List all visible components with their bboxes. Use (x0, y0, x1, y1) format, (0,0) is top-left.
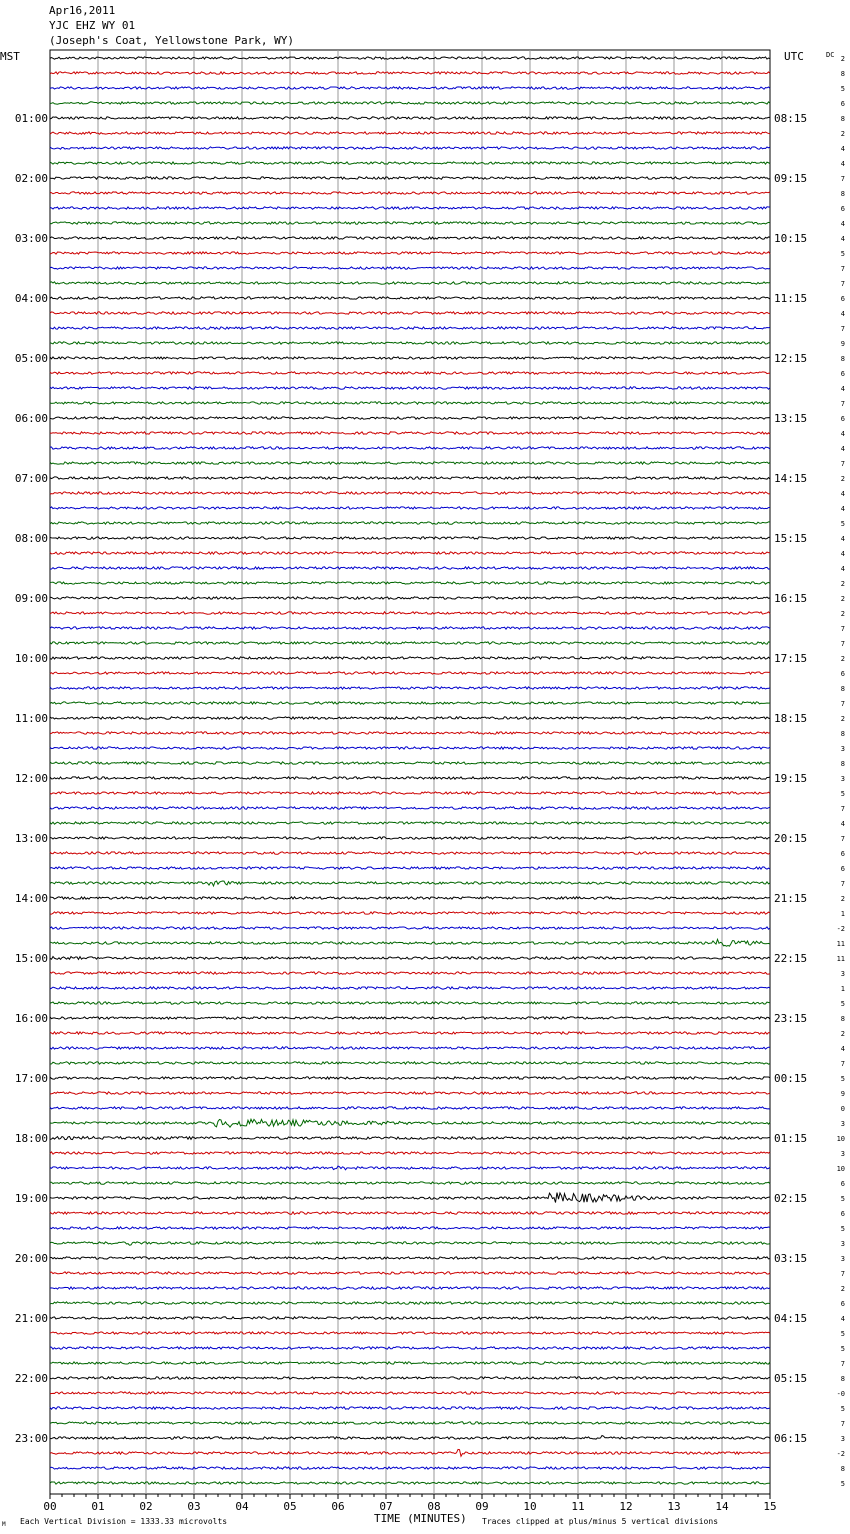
dc-offset-value: 3 (840, 775, 845, 783)
trace-43 (50, 702, 770, 704)
dc-offset-value: 3 (840, 1240, 845, 1248)
x-tick-label: 06 (331, 1500, 345, 1513)
dc-offset-value: 2 (840, 580, 845, 588)
dc-offset-value: 5 (840, 520, 845, 528)
dc-offset-value: 5 (840, 1195, 845, 1203)
trace-20 (50, 357, 770, 359)
dc-offset-value: 8 (840, 760, 845, 768)
dc-offset-value: 4 (840, 385, 845, 393)
trace-46 (50, 747, 770, 749)
trace-91 (50, 1422, 770, 1424)
x-tick-label: 09 (475, 1500, 489, 1513)
trace-63 (50, 1002, 770, 1004)
trace-86 (50, 1347, 770, 1349)
x-tick-label: 11 (571, 1500, 585, 1513)
utc-hour-label: 06:15 (774, 1432, 808, 1445)
dc-offset-value: 4 (840, 1315, 845, 1323)
corner-mark: M (2, 1521, 6, 1528)
trace-47 (50, 762, 770, 764)
mst-hour-label: 14:00 (14, 892, 48, 905)
trace-16 (50, 297, 770, 299)
dc-offset-value: 8 (840, 190, 845, 198)
trace-95 (50, 1482, 770, 1484)
trace-51 (50, 822, 770, 824)
dc-offset-value: 8 (840, 1465, 845, 1473)
trace-75 (50, 1182, 770, 1184)
utc-hour-label: 01:15 (774, 1132, 808, 1145)
mst-hour-label: 18:00 (14, 1132, 48, 1145)
trace-56 (50, 897, 770, 899)
utc-hour-label: 08:15 (774, 112, 808, 125)
mst-hour-label: 10:00 (14, 652, 48, 665)
mst-hour-label: 09:00 (14, 592, 48, 605)
dc-offset-value: 7 (840, 640, 845, 648)
trace-8 (50, 177, 770, 179)
trace-61 (50, 972, 770, 974)
trace-44 (50, 717, 770, 719)
station-id: YJC EHZ WY 01 (49, 19, 136, 32)
dc-offset-value: 4 (840, 1045, 845, 1053)
trace-14 (50, 267, 770, 269)
utc-hour-label: 13:15 (774, 412, 808, 425)
trace-59 (50, 939, 770, 946)
mst-hour-label: 04:00 (14, 292, 48, 305)
dc-offset-value: 4 (840, 220, 845, 228)
trace-32 (50, 537, 770, 539)
utc-hour-label: 20:15 (774, 832, 808, 845)
dc-offset-value: 3 (840, 1150, 845, 1158)
dc-offset-value: 7 (840, 1420, 845, 1428)
x-tick-label: 04 (235, 1500, 249, 1513)
dc-offset-value: 6 (840, 415, 845, 423)
trace-21 (50, 372, 770, 374)
mst-hour-label: 02:00 (14, 172, 48, 185)
dc-offset-value: 10 (836, 1165, 845, 1173)
trace-22 (50, 387, 770, 389)
dc-offset-value: 5 (840, 1330, 845, 1338)
dc-offset-value: 2 (840, 1030, 845, 1038)
trace-27 (50, 462, 770, 464)
trace-34 (50, 567, 770, 569)
dc-offset-value: 11 (836, 940, 845, 948)
trace-72 (50, 1136, 770, 1139)
trace-45 (50, 732, 770, 734)
trace-55 (50, 881, 770, 886)
trace-5 (50, 132, 770, 134)
record-date: Apr16,2011 (49, 4, 116, 17)
dc-offset-value: 4 (840, 310, 845, 318)
dc-offset-value: 7 (840, 1270, 845, 1278)
mst-hour-label: 21:00 (14, 1312, 48, 1325)
dc-offset-value: 2 (840, 55, 845, 63)
dc-offset-value: 1 (840, 910, 845, 918)
dc-offset-value: 5 (840, 250, 845, 258)
trace-28 (50, 477, 770, 479)
trace-37 (50, 612, 770, 614)
trace-33 (50, 552, 770, 554)
dc-offset-value: 4 (840, 535, 845, 543)
trace-36 (50, 597, 770, 599)
x-tick-label: 13 (667, 1500, 681, 1513)
dc-offset-value: 2 (840, 715, 845, 723)
utc-hour-label: 12:15 (774, 352, 808, 365)
trace-57 (50, 912, 770, 914)
trace-64 (50, 1017, 770, 1019)
trace-53 (50, 852, 770, 854)
dc-offset-value: 1 (840, 985, 845, 993)
mst-hour-label: 07:00 (14, 472, 48, 485)
utc-hour-label: 17:15 (774, 652, 808, 665)
trace-31 (50, 522, 770, 524)
dc-offset-value: 7 (840, 1360, 845, 1368)
dc-offset-value: 2 (840, 475, 845, 483)
dc-offset-value: 7 (840, 280, 845, 288)
trace-50 (50, 807, 770, 809)
mst-hour-label: 23:00 (14, 1432, 48, 1445)
trace-87 (50, 1362, 770, 1364)
trace-60 (50, 956, 770, 959)
utc-hour-label: 09:15 (774, 172, 808, 185)
dc-offset-value: 2 (840, 595, 845, 603)
dc-offset-value: 2 (840, 1285, 845, 1293)
trace-39 (50, 642, 770, 644)
trace-69 (50, 1092, 770, 1094)
trace-79 (50, 1242, 770, 1245)
x-tick-label: 12 (619, 1500, 633, 1513)
utc-hour-label: 03:15 (774, 1252, 808, 1265)
dc-offset-value: 8 (840, 70, 845, 78)
utc-hour-label: 14:15 (774, 472, 808, 485)
trace-71 (50, 1119, 770, 1127)
mst-hour-label: 11:00 (14, 712, 48, 725)
dc-offset-value: 5 (840, 1075, 845, 1083)
trace-89 (50, 1392, 770, 1394)
dc-offset-value: 3 (840, 970, 845, 978)
dc-offset-value: 4 (840, 550, 845, 558)
trace-77 (50, 1212, 770, 1215)
utc-hour-label: 16:15 (774, 592, 808, 605)
dc-offset-value: 6 (840, 850, 845, 858)
dc-offset-value: 3 (840, 1255, 845, 1263)
trace-25 (50, 432, 770, 434)
dc-offset-value: 6 (840, 100, 845, 108)
x-tick-label: 01 (91, 1500, 105, 1513)
x-tick-label: 00 (43, 1500, 57, 1513)
station-location: (Joseph's Coat, Yellowstone Park, WY) (49, 34, 295, 47)
dc-offset-value: 4 (840, 235, 845, 243)
dc-offset-value: 7 (840, 700, 845, 708)
dc-offset-value: 2 (840, 895, 845, 903)
trace-19 (50, 342, 770, 344)
trace-2 (50, 87, 770, 89)
x-tick-label: 10 (523, 1500, 537, 1513)
x-tick-label: 03 (187, 1500, 201, 1513)
trace-40 (50, 657, 770, 659)
dc-offset-value: 4 (840, 820, 845, 828)
dc-offset-value: 6 (840, 865, 845, 873)
dc-offset-value: 6 (840, 295, 845, 303)
right-timezone-label: UTC (784, 50, 804, 63)
dc-offset-value: 7 (840, 265, 845, 273)
trace-15 (50, 282, 770, 284)
dc-offset-value: 0 (840, 1105, 845, 1113)
dc-offset-value: -2 (836, 1450, 845, 1458)
utc-hour-label: 23:15 (774, 1012, 808, 1025)
utc-hour-label: 02:15 (774, 1192, 808, 1205)
utc-hour-label: 18:15 (774, 712, 808, 725)
mst-hour-label: 05:00 (14, 352, 48, 365)
mst-hour-label: 08:00 (14, 532, 48, 545)
dc-offset-value: 3 (840, 745, 845, 753)
utc-hour-label: 04:15 (774, 1312, 808, 1325)
dc-offset-value: 6 (840, 1180, 845, 1188)
mst-hour-label: 03:00 (14, 232, 48, 245)
trace-48 (50, 777, 770, 779)
dc-offset-value: -2 (836, 925, 845, 933)
dc-offset-value: 5 (840, 1405, 845, 1413)
utc-hour-label: 19:15 (774, 772, 808, 785)
dc-offset-value: 6 (840, 205, 845, 213)
dc-offset-value: 6 (840, 1300, 845, 1308)
trace-68 (50, 1077, 770, 1079)
x-tick-label: 14 (715, 1500, 729, 1513)
utc-hour-label: 05:15 (774, 1372, 808, 1385)
trace-70 (50, 1107, 770, 1109)
utc-hour-label: 11:15 (774, 292, 808, 305)
dc-offset-value: 11 (836, 955, 845, 963)
utc-hour-label: 22:15 (774, 952, 808, 965)
dc-offset-value: 9 (840, 340, 845, 348)
dc-offset-value: 7 (840, 835, 845, 843)
dc-offset-value: 7 (840, 880, 845, 888)
dc-offset-value: 7 (840, 400, 845, 408)
dc-offset-value: 8 (840, 355, 845, 363)
trace-10 (50, 207, 770, 209)
trace-6 (50, 147, 770, 149)
trace-80 (50, 1257, 770, 1259)
dc-offset-value: 7 (840, 625, 845, 633)
trace-9 (50, 192, 770, 194)
trace-82 (50, 1287, 770, 1289)
mst-hour-label: 13:00 (14, 832, 48, 845)
dc-offset-value: 5 (840, 1000, 845, 1008)
trace-93 (50, 1449, 770, 1456)
trace-54 (50, 867, 770, 869)
trace-1 (50, 72, 770, 74)
trace-62 (50, 987, 770, 989)
trace-78 (50, 1227, 770, 1229)
trace-73 (50, 1152, 770, 1154)
scale-footer: Each Vertical Division = 1333.33 microvolts (20, 1517, 228, 1526)
trace-49 (50, 792, 770, 794)
trace-17 (50, 312, 770, 314)
dc-offset-value: 3 (840, 1435, 845, 1443)
trace-35 (50, 582, 770, 584)
x-tick-label: 07 (379, 1500, 393, 1513)
dc-offset-value: 4 (840, 430, 845, 438)
dc-offset-value: 4 (840, 490, 845, 498)
trace-52 (50, 837, 770, 839)
trace-29 (50, 492, 770, 494)
utc-hour-label: 00:15 (774, 1072, 808, 1085)
dc-offset-value: 4 (840, 445, 845, 453)
utc-hour-label: 21:15 (774, 892, 808, 905)
mst-hour-label: 17:00 (14, 1072, 48, 1085)
x-tick-label: 05 (283, 1500, 297, 1513)
trace-23 (50, 402, 770, 404)
left-timezone-label: MST (0, 50, 20, 63)
utc-hour-label: 10:15 (774, 232, 808, 245)
trace-66 (50, 1047, 770, 1049)
dc-offset-value: 5 (840, 790, 845, 798)
dc-offset-value: 7 (840, 460, 845, 468)
dc-offset-value: 8 (840, 1375, 845, 1383)
dc-offset-value: 5 (840, 1225, 845, 1233)
dc-offset-value: 7 (840, 325, 845, 333)
dc-offset-value: 2 (840, 610, 845, 618)
dc-offset-value: 7 (840, 1060, 845, 1068)
dc-label: DC (826, 51, 835, 59)
mst-hour-label: 01:00 (14, 112, 48, 125)
trace-26 (50, 447, 770, 449)
trace-12 (50, 237, 770, 239)
dc-offset-value: 4 (840, 160, 845, 168)
dc-offset-value: 10 (836, 1135, 845, 1143)
dc-offset-value: 4 (840, 565, 845, 573)
dc-offset-value: 5 (840, 1345, 845, 1353)
dc-offset-value: 8 (840, 730, 845, 738)
mst-hour-label: 16:00 (14, 1012, 48, 1025)
trace-7 (50, 162, 770, 164)
trace-3 (50, 102, 770, 104)
trace-24 (50, 417, 770, 419)
trace-74 (50, 1166, 770, 1170)
trace-94 (50, 1467, 770, 1469)
mst-hour-label: 20:00 (14, 1252, 48, 1265)
dc-offset-value: 7 (840, 175, 845, 183)
dc-offset-value: 6 (840, 1210, 845, 1218)
mst-hour-label: 19:00 (14, 1192, 48, 1205)
trace-41 (50, 672, 770, 674)
trace-0 (50, 57, 770, 59)
dc-offset-value: 3 (840, 1120, 845, 1128)
dc-offset-value: 4 (840, 145, 845, 153)
trace-85 (50, 1332, 770, 1334)
x-tick-label: 08 (427, 1500, 441, 1513)
trace-58 (50, 927, 770, 930)
trace-13 (50, 252, 770, 254)
trace-42 (50, 687, 770, 689)
dc-offset-value: 8 (840, 685, 845, 693)
dc-offset-value: -0 (836, 1390, 845, 1398)
mst-hour-label: 15:00 (14, 952, 48, 965)
trace-18 (50, 327, 770, 329)
trace-90 (50, 1407, 770, 1409)
trace-88 (50, 1377, 770, 1379)
clip-footer: Traces clipped at plus/minus 5 vertical divisions (482, 1517, 719, 1526)
dc-offset-value: 6 (840, 370, 845, 378)
trace-65 (50, 1032, 770, 1034)
mst-hour-label: 06:00 (14, 412, 48, 425)
trace-67 (50, 1062, 770, 1064)
dc-offset-value: 8 (840, 1015, 845, 1023)
dc-offset-value: 2 (840, 655, 845, 663)
dc-offset-value: 7 (840, 805, 845, 813)
dc-offset-value: 4 (840, 505, 845, 513)
trace-30 (50, 507, 770, 509)
x-tick-label: 15 (763, 1500, 777, 1513)
trace-84 (50, 1317, 770, 1319)
trace-11 (50, 222, 770, 224)
dc-offset-value: 8 (840, 115, 845, 123)
dc-offset-value: 6 (840, 670, 845, 678)
trace-92 (50, 1436, 770, 1440)
trace-81 (50, 1272, 770, 1274)
dc-offset-value: 2 (840, 130, 845, 138)
dc-offset-value: 5 (840, 1480, 845, 1488)
trace-83 (50, 1302, 770, 1304)
trace-76 (50, 1193, 770, 1203)
trace-38 (50, 627, 770, 629)
dc-offset-value: 9 (840, 1090, 845, 1098)
mst-hour-label: 22:00 (14, 1372, 48, 1385)
x-axis-title: TIME (MINUTES) (374, 1512, 467, 1525)
dc-offset-value: 5 (840, 85, 845, 93)
trace-4 (50, 117, 770, 119)
mst-hour-label: 12:00 (14, 772, 48, 785)
utc-hour-label: 15:15 (774, 532, 808, 545)
x-tick-label: 02 (139, 1500, 153, 1513)
